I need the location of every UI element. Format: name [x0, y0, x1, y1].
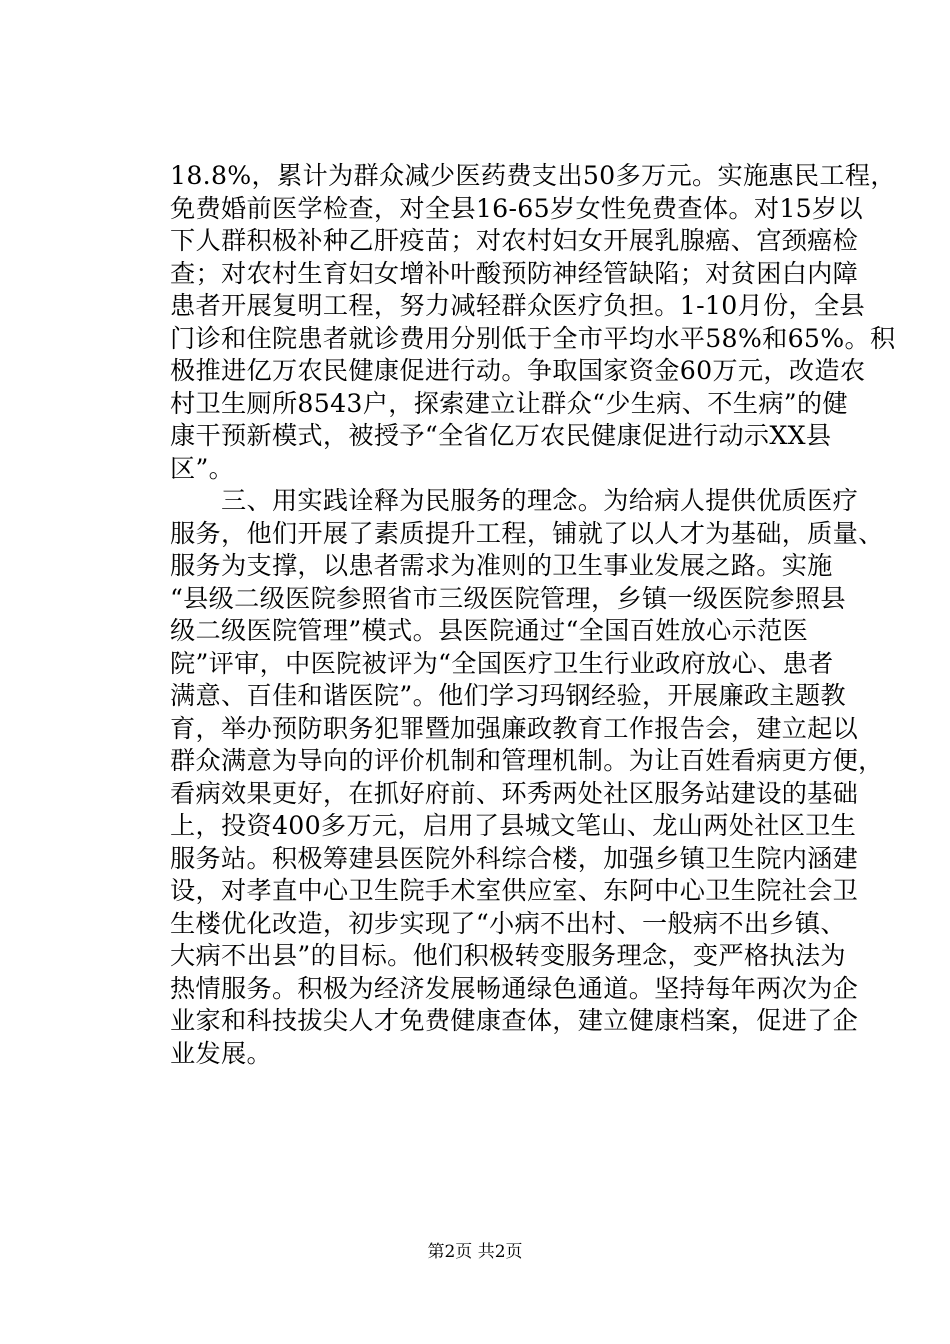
text-line: 区”。 — [170, 453, 235, 483]
text-line: 服务，他们开展了素质提升工程，铺就了以人才为基础，质量、 — [170, 518, 884, 548]
text-line: 下人群积极补种乙肝疫苗；对农村妇女开展乳腺癌、宫颈癌检 — [170, 226, 859, 255]
text-line: 业发展。 — [170, 1038, 272, 1068]
text-line: 康干预新模式，被授予“全省亿万农民健康促进行动示XX县 — [170, 421, 832, 450]
text-line: 服务站。积极筹建县医院外科综合楼，加强乡镇卫生院内涵建 — [170, 843, 859, 873]
paragraph-1 — [170, 160, 896, 485]
text-line: 级二级医院管理”模式。县医院通过“全国百姓放心示范医 — [170, 616, 809, 645]
text-line: 生楼优化改造，初步实现了“小病不出村、一般病不出乡镇、 — [170, 908, 846, 938]
text-line: 大病不出县”的目标。他们积极转变服务理念，变严格执法为 — [170, 941, 846, 970]
text-line: 服务为支撑，以患者需求为准则的卫生事业发展之路。实施 — [170, 551, 833, 580]
text-line: 三、用实践诠释为民服务的理念。为给病人提供优质医疗 — [170, 486, 859, 515]
text-line: 看病效果更好，在抓好府前、环秀两处社区服务站建设的基础 — [170, 778, 859, 808]
text-line: 热情服务。积极为经济发展畅通绿色通道。坚持每年两次为企 — [170, 973, 859, 1003]
text-line: 设，对孝直中心卫生院手术室供应室、东阿中心卫生院社会卫 — [170, 876, 859, 905]
text-line: 免费婚前医学检查，对全县16-65岁女性免费查体。对15岁以 — [170, 193, 863, 223]
text-line: 患者开展复明工程，努力减轻群众医疗负担。1-10月份，全县 — [170, 291, 865, 320]
document-body — [170, 160, 896, 1070]
text-line: 查；对农村生育妇女增补叶酸预防神经管缺陷；对贫困白内障 — [170, 258, 859, 288]
text-line: “县级二级医院参照省市三级医院管理，乡镇一级医院参照县 — [170, 583, 846, 613]
text-line: 村卫生厕所8543户，探索建立让群众“少生病、不生病”的健 — [170, 388, 848, 418]
text-line: 满意、百佳和谐医院”。他们学习玛钢经验，开展廉政主题教 — [170, 681, 846, 710]
text-line: 院”评审，中医院被评为“全国医疗卫生行业政府放心、患者 — [170, 648, 834, 678]
paragraph-2 — [170, 485, 884, 1070]
page-footer: 第2页 共2页 — [427, 1242, 523, 1262]
text-line: 群众满意为导向的评价机制和管理机制。为让百姓看病更方便， — [170, 746, 884, 775]
text-line: 业家和科技拔尖人才免费健康查体，建立健康档案，促进了企 — [170, 1006, 859, 1035]
text-line: 极推进亿万农民健康促进行动。争取国家资金60万元，改造农 — [170, 356, 866, 385]
text-line: 上，投资400多万元，启用了县城文笔山、龙山两处社区卫生 — [170, 811, 857, 840]
text-line: 育，举办预防职务犯罪暨加强廉政教育工作报告会，建立起以 — [170, 713, 859, 743]
text-line: 门诊和住院患者就诊费用分别低于全市平均水平58%和65%。积 — [170, 323, 896, 353]
text-line: 18.8%，累计为群众减少医药费支出50多万元。实施惠民工程， — [170, 161, 896, 190]
